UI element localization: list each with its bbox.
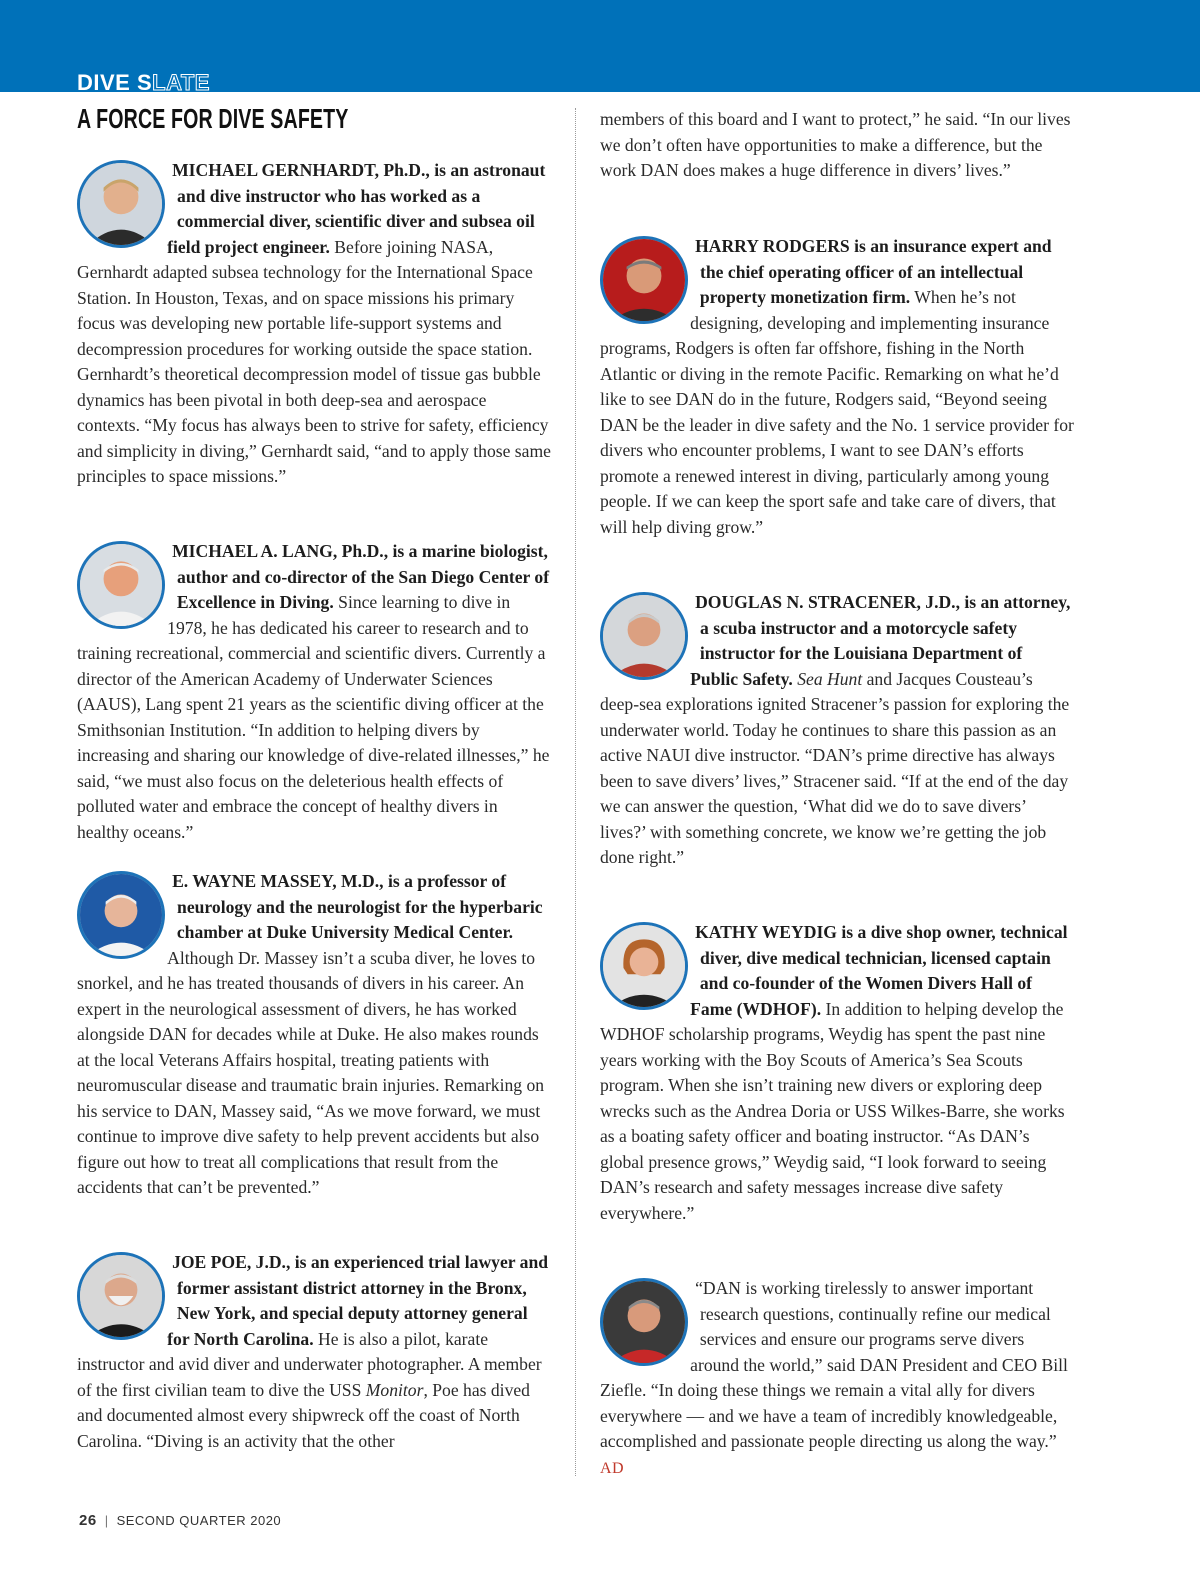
- profile-lead: DOUGLAS N. STRACENER, J.D., is an attorney, a scuba instructor and a motorcycle safety instructor for the Louisiana Department of Public Safety.: [690, 592, 1071, 689]
- page-footer: [79, 1512, 281, 1529]
- page-number: 26: [79, 1512, 97, 1529]
- profile-body: Although Dr. Massey isn’t a scuba diver, he loves to snorkel, and he has treated thousands of divers in his career. An expert in the neurological assessment of divers, he has worked alongside DAN for decades while at Duke. He also makes rounds at the local Veterans Affairs hospital, treating patients with neuromuscular disease and traumatic brain injuries. Remarking on his service to DAN, Massey said, “As we move forward, we must continue to improve dive safety to help prevent accidents but also figure out how to treat all complications that result from the accidents that can’t be prevented.”: [77, 947, 545, 1197]
- profile-body: and Jacques Cousteau’s deep-sea explorations ignited Stracener’s passion for exploring the underwater world. Today he continues to share this passion as an active NAUI dive instructor. “DAN’s prime directive has always been to save divers’ lives,” Stracener said. “If at the end of the day we can answer the question, ‘What did we do to save divers’ lives?’ with something concrete, we know we’re getting the job done right.”: [600, 668, 1070, 867]
- ship-name: Monitor: [365, 1379, 424, 1400]
- portrait-weydig-icon: [600, 922, 688, 1010]
- profile-body: Since learning to dive in 1978, he has dedicated his career to research and to training recreational, commercial and scientific divers. Currently a director of the American Academy of Underwater Sciences (AAUS), Lang spent 21 years as the scientific diving officer at the Smithsonian Institution. “In addition to helping divers by increasing and sharing our knowledge of dive-related illnesses,” he said, “we must also focus on the deleterious health effects of polluted water and embrace the concept of healthy divers in healthy oceans.”: [77, 592, 550, 842]
- footer-separator: |: [104, 1513, 109, 1528]
- portrait-stracener-icon: [600, 592, 688, 680]
- profile-gernhardt: [77, 158, 552, 490]
- profile-body: When he’s not designing, developing and implementing insurance programs, Rodgers is often far offshore, fishing in the North Atlantic or diving in the remote Pacific. Remarking on what he’d like to see DAN do in the future, Rodgers said, “Beyond seeing DAN be the leader in dive safety and the No. 1 service provider for divers who encounter problems, I want to see DAN’s efforts promote a renewed interest in diving, particularly among young people. If we can keep the sport safe and take care of divers, that will help diving grow.”: [600, 287, 1074, 537]
- profile-body: He is also a pilot, karate instructor and avid diver and underwater photographer. A member of the first civilian team to dive the USS: [77, 1328, 542, 1400]
- continued-quote: [600, 107, 1074, 184]
- profile-lead: MICHAEL A. LANG, Ph.D., is a marine biologist, author and co-director of the San Diego Center of Excellence in Diving.: [172, 541, 550, 612]
- kicker-part2: LATE: [152, 70, 210, 95]
- continued-quote-text: members of this board and I want to protect,” he said. “In our lives we don’t often have opportunities to make a difference, but the work DAN does makes a huge difference in divers’ lives.”: [600, 109, 1071, 180]
- show-title: Sea Hunt: [797, 668, 863, 689]
- profile-lead: KATHY WEYDIG is a dive shop owner, technical diver, dive medical technician, licensed captain and co-founder of the Women Divers Hall of Fame (WDHOF).: [690, 922, 1068, 1019]
- issue-label: SECOND QUARTER 2020: [116, 1513, 282, 1528]
- profile-lead: E. WAYNE MASSEY, M.D., is a professor of neurology and the neurologist for the hyperbaric chamber at Duke University Medical Center.: [172, 871, 543, 942]
- section-kicker: [77, 70, 210, 96]
- profile-body: In addition to helping develop the WDHOF scholarship programs, Weydig has spent the past nine years working with the Boy Scouts of America’s Sea Scouts program. When she isn’t training new divers or exploring deep wrecks such as the Andrea Doria or USS Wilkes-Barre, she works as a boating safety officer and boating instructor. “As DAN’s global presence grows,” Weydig said, “I look forward to seeing DAN’s research and safety messages increase dive safety everywhere.”: [600, 998, 1065, 1223]
- profile-weydig: [600, 920, 1074, 1226]
- portrait-poe-icon: [77, 1252, 165, 1340]
- profile-lead: JOE POE, J.D., is an experienced trial lawyer and former assistant district attorney in the Bronx, New York, and special deputy attorney general for North Carolina.: [167, 1252, 549, 1349]
- end-mark: AD: [600, 1459, 625, 1477]
- profile-body-continued: , Poe has dived and documented almost every shipwreck off the coast of North Carolina. “Diving is an activity that the other: [77, 1379, 530, 1451]
- profile-massey: [77, 869, 552, 1201]
- portrait-massey-icon: [77, 871, 165, 959]
- portrait-lang-icon: [77, 541, 165, 629]
- profile-lang: [77, 539, 552, 845]
- profile-ziefle: [600, 1276, 1074, 1481]
- portrait-gernhardt-icon: [77, 160, 165, 248]
- portrait-rodgers-icon: [600, 236, 688, 324]
- column-divider: [575, 108, 576, 1476]
- profile-lead: HARRY RODGERS is an insurance expert and the chief operating officer of an intellectual property monetization firm.: [695, 236, 1052, 307]
- kicker-part1: DIVE S: [77, 70, 153, 95]
- page-title: A FORCE FOR DIVE SAFETY: [77, 103, 349, 134]
- ceo-quote: “DAN is working tirelessly to answer important research questions, continually refine our medical services and ensure our programs serve divers around the world,” said DAN President and CEO Bill Ziefle. “In doing these things we remain a vital ally for divers everywhere — and we have a team of incredibly knowledgeable, accomplished and passionate people directing us along the way.”: [600, 1278, 1068, 1451]
- profile-poe: [77, 1250, 552, 1454]
- profile-body: Before joining NASA, Gernhardt adapted subsea technology for the International Space Station. In Houston, Texas, and on space missions his primary focus was developing new portable life-support systems and decompression procedures for working outside the space station. Gernhardt’s theoretical decompression model of tissue gas bubble dynamics has been pivotal in both deep-sea and aerospace contexts. “My focus has always been to strive for safety, efficiency and simplicity in diving,” Gernhardt said, “and to apply those same principles to space missions.”: [77, 236, 551, 486]
- profile-stracener: [600, 590, 1074, 871]
- portrait-ziefle-icon: [600, 1278, 688, 1366]
- profile-lead: MICHAEL GERNHARDT, Ph.D., is an astronaut and dive instructor who has worked as a commercial diver, scientific diver and subsea oil field project engineer.: [167, 160, 546, 257]
- profile-rodgers: [600, 234, 1074, 540]
